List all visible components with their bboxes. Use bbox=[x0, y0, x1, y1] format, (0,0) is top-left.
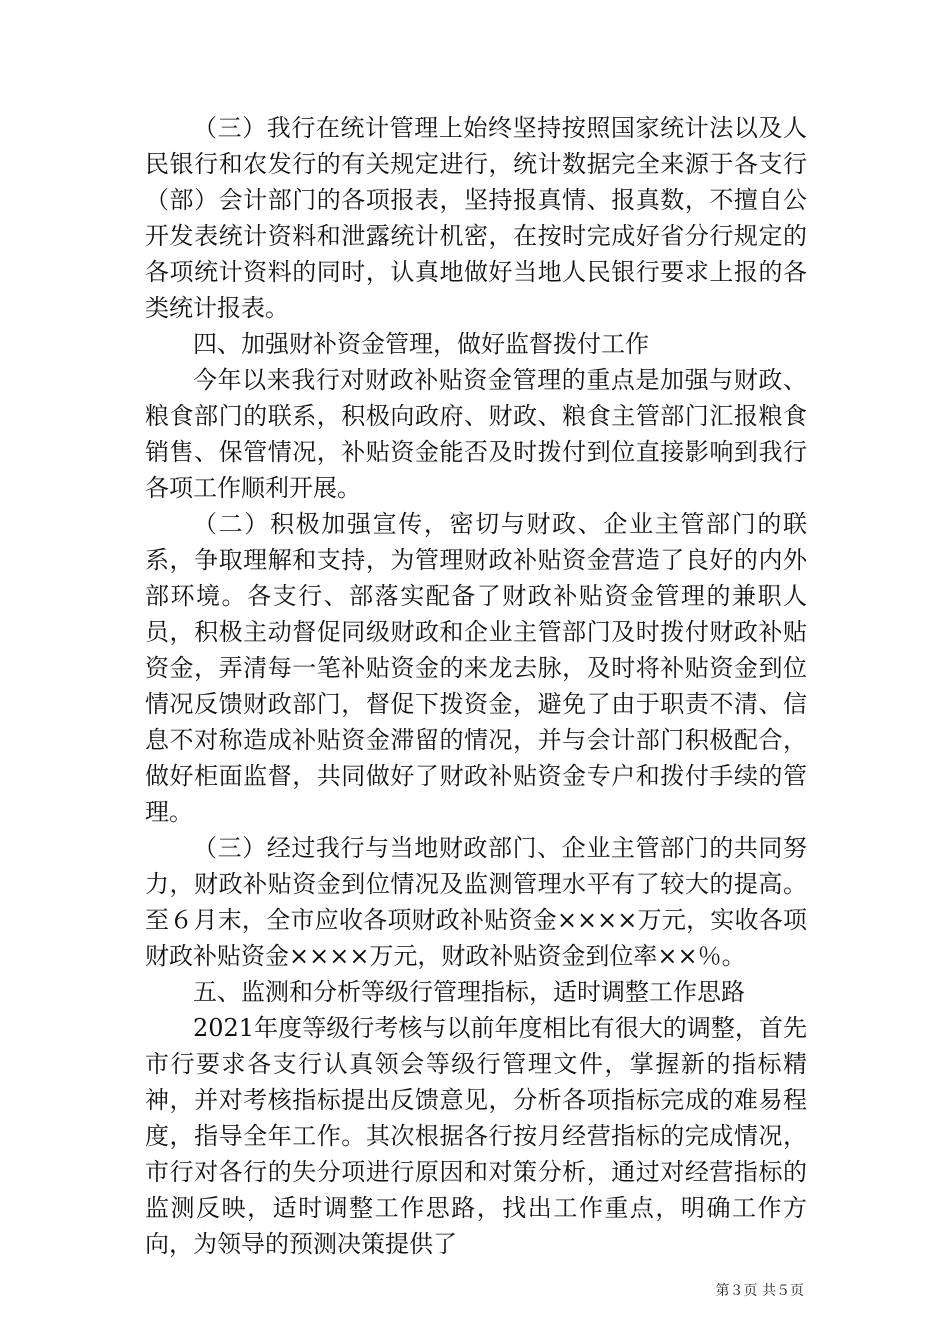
document-body bbox=[145, 110, 807, 1262]
paragraph-grade-assessment: 2021年度等级行考核与以前年度相比有很大的调整，首先市行要求各支行认真领会等级行管理文件，掌握新的指标精神，并对考核指标提出反馈意见，分析各项指标完成的难易程度，指导全年工作。其次根据各行按月经营指标的完成情况，市行对各行的失分项进行原因和对策分析，通过对经营指标的监测反映，适时调整工作思路，找出工作重点，明确工作方向，为领导的预测决策提供了 bbox=[145, 1014, 807, 1258]
paragraph-subsidy-results: （三）经过我行与当地财政部门、企业主管部门的共同努力，财政补贴资金到位情况及监测管理水平有了较大的提高。至６月末，全市应收各项财政补贴资金××××万元，实收各项财政补贴资金××××万元，财政补贴资金到位率××％。 bbox=[145, 834, 807, 970]
section-heading-five: 五、监测和分析等级行管理指标，适时调整工作思路 bbox=[193, 978, 745, 1006]
paragraph-statistics-management: （三）我行在统计管理上始终坚持按照国家统计法以及人民银行和农发行的有关规定进行，统计数据完全来源于各支行（部）会计部门的各项报表，坚持报真情、报真数，不擅自公开发表统计资料和泄露统计机密，在按时完成好省分行规定的各项统计资料的同时，认真地做好当地人民银行要求上报的各类统计报表。 bbox=[145, 114, 807, 322]
paragraph-publicity-liaison: （二）积极加强宣传，密切与财政、企业主管部门的联系，争取理解和支持，为管理财政补贴资金营造了良好的内外部环境。各支行、部落实配备了财政补贴资金管理的兼职人员，积极主动督促同级财政和企业主管部门及时拨付财政补贴资金，弄清每一笔补贴资金的来龙去脉，及时将补贴资金到位情况反馈财政部门，督促下拨资金，避免了由于职责不清、信息不对称造成补贴资金滞留的情况，并与会计部门积极配合，做好柜面监督，共同做好了财政补贴资金专户和拨付手续的管理。 bbox=[145, 510, 807, 826]
section-heading-four: 四、加强财补资金管理，做好监督拨付工作 bbox=[193, 330, 649, 358]
page-number: 第３页 共５页 bbox=[715, 1283, 804, 1299]
paragraph-subsidy-focus: 今年以来我行对财政补贴资金管理的重点是加强与财政、粮食部门的联系，积极向政府、财政、粮食主管部门汇报粮食销售、保管情况，补贴资金能否及时拨付到位直接影响到我行各项工作顺利开展。 bbox=[145, 366, 807, 502]
